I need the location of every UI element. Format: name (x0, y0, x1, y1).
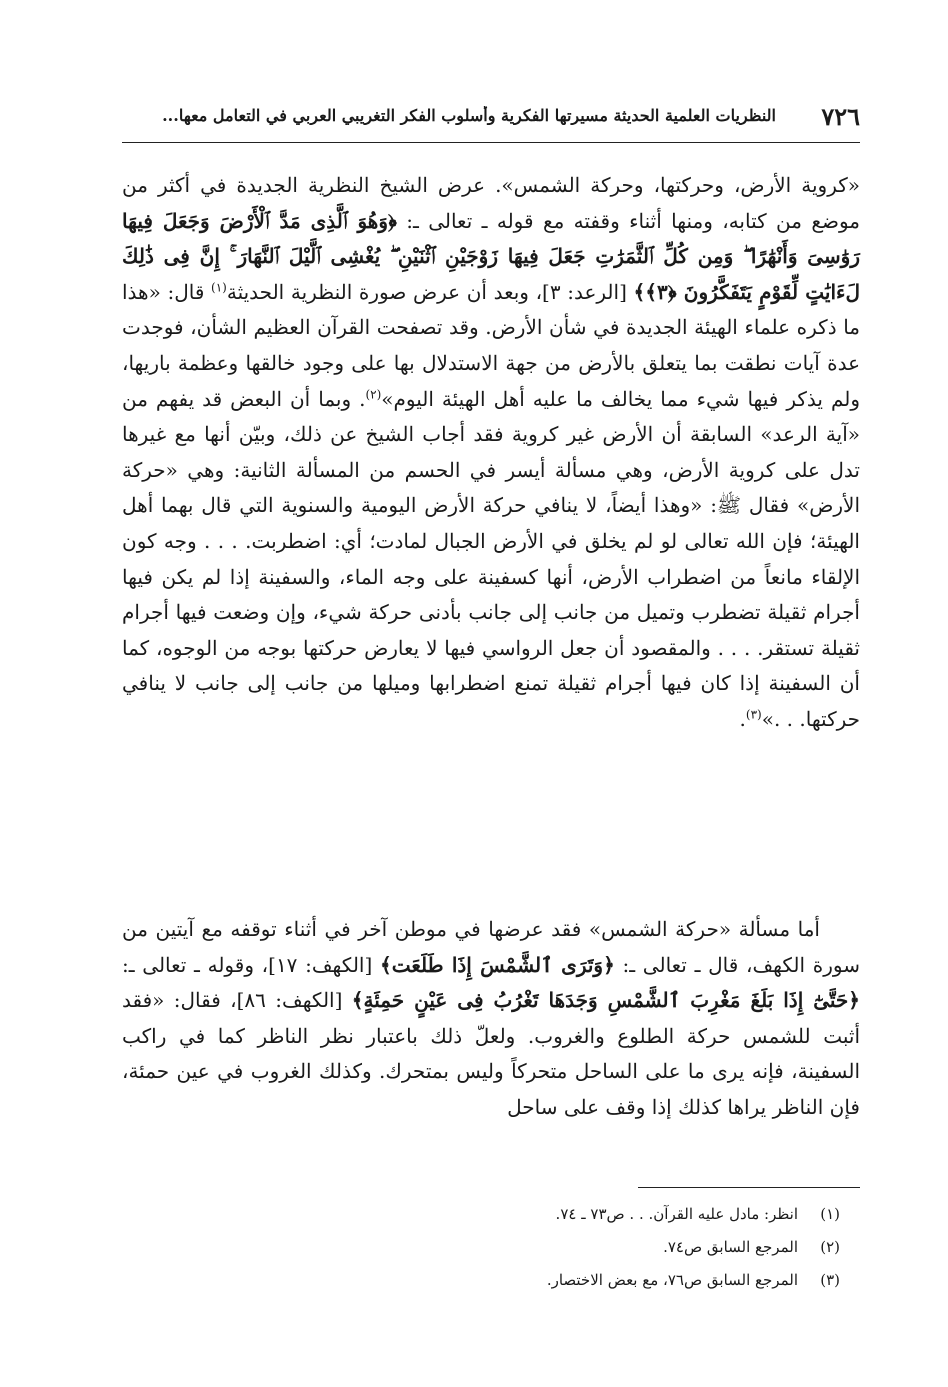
footnote-3 (122, 1264, 840, 1297)
quran-verse-kahf-86: ﴿حَتَّىٰٓ إِذَا بَلَغَ مَغْرِبَ ٱلشَّمْسِ وَجَدَهَا تَغْرُبُ فِى عَيْنٍ حَمِئَةٍ﴾ (351, 988, 860, 1013)
footnote-number: (٢) (820, 1238, 840, 1256)
footnote-number: (١) (820, 1205, 840, 1223)
footnote-ref-3[interactable]: (٣) (745, 707, 762, 722)
footnote-text: انظر: مادل عليه القرآن. . . ص٧٣ ـ ٧٤. (555, 1205, 798, 1223)
p1-text-a: «كروية الأرض، وحركتها، وحركة الشمس». عرض الشيخ النظرية الجديدة في أكثر من موضع من كتابه، ومنها أثناء وقفته مع قوله ـ تعالى ـ: (122, 173, 860, 233)
footnote-1 (122, 1198, 840, 1231)
paragraph-2 (122, 912, 860, 1126)
p1-text-b: [الرعد: ٣]، وبعد أن عرض صورة النظرية الحديثة (226, 279, 634, 304)
page-header (122, 96, 860, 143)
p1-text-d: . وبما أن البعض قد يفهم من «آية الرعد» السابقة أن الأرض غير كروية فقد أجاب الشيخ عن ذلك، وبيّن أنها مع غيرها تدل على كروية الأرض، وهي مسألة أيسر في الحسم من المسألة الثانية: وهي «حركة الأرض» فقال ﷺ: «وهذا أيضاً، لا ينافي حركة الأرض اليومية والسنوية التي قال بهما أهل الهيئة؛ فإن الله تعالى لو لم يخلق في الأرض الجبال لمادت؛ أي: اضطربت. . . . وجه كون الإلقاء مانعاً من اضطراب الأرض، أنها كسفينة على وجه الماء، والسفينة إذا لم يكن فيها أجرام ثقيلة تضطرب وتميل من جانب إلى جانب بأدنى حركة شيء، وإن وضعت فيها أجرام ثقيلة تستقر. . . . والمقصود أن جعل الرواسي فيها لا يعارض حركتها بوجه من الوجوه، كما أن السفينة إذا كان فيها أجرام ثقيلة تمنع اضطرابها وميلها من جانب إلى جانب لا ينافي حركتها. . .» (122, 386, 860, 731)
running-title: النظريات العلمية الحديثة مسيرتها الفكرية وأسلوب الفكر التغريبي العربي في التعامل معها... (162, 106, 776, 125)
quran-verse-raad-3: ﴿وَهُوَ ٱلَّذِى مَدَّ ٱلْأَرْضَ وَجَعَلَ فِيهَا رَوَٰسِىَ وَأَنْهَٰرًا ۖ وَمِن كُلِّ ٱلثَّمَرَٰتِ جَعَلَ فِيهَا زَوْجَيْنِ ٱثْنَيْنِ ۖ يُغْشِى ٱلَّيْلَ ٱلنَّهَارَ ۚ إِنَّ فِى ذَٰلِكَ لَءَايَٰتٍ لِّقَوْمٍ يَتَفَكَّرُونَ ﴿٣﴾﴾ (122, 208, 860, 304)
footnotes (122, 1198, 840, 1297)
p2-text-b: [الكهف: ١٧]، وقوله ـ تعالى ـ: (122, 952, 380, 977)
p1-text-c: قال: «هذا ما ذكره علماء الهيئة الجديدة في شأن الأرض. وقد تصفحت القرآن العظيم الشأن، فوجدت عدة آيات نطقت بما يتعلق بالأرض من جهة الاستدلال بها على وجود خالقها وعظمة باريها، ولم يذكر فيها شيء مما يخالف ما عليه أهل الهيئة اليوم» (122, 279, 861, 411)
footnote-text: المرجع السابق ص٧٤. (663, 1238, 798, 1256)
quran-verse-kahf-17: ﴿وَتَرَى ٱلشَّمْسَ إِذَا طَلَعَت﴾ (379, 952, 615, 977)
paragraph-1 (122, 168, 860, 738)
footnote-divider (638, 1187, 860, 1188)
footnote-ref-2[interactable]: (٢) (365, 386, 382, 401)
footnote-ref-1[interactable]: (١) (211, 280, 227, 295)
page-number: ٧٢٦ (821, 102, 860, 131)
p1-text-e: . (739, 706, 746, 731)
footnote-text: المرجع السابق ص٧٦، مع بعض الاختصار. (546, 1271, 798, 1289)
footnote-number: (٣) (820, 1271, 840, 1289)
footnote-2 (122, 1231, 840, 1264)
p2-text-a: أما مسألة «حركة الشمس» فقد عرضها في موطن آخر في أثناء توقفه مع آيتين من سورة الكهف، قال ـ تعالى ـ: (122, 917, 860, 977)
p2-text-c: [الكهف: ٨٦]، فقال: «فقد أثبت للشمس حركة الطلوع والغروب. ولعلّ ذلك باعتبار نظر الناظر كما في راكب السفينة، فإنه يرى ما على الساحل متحركاً وليس بمتحرك. وكذلك الغروب في عين حمئة، فإن الناظر يراها كذلك إذا وقف على ساحل (122, 988, 860, 1119)
